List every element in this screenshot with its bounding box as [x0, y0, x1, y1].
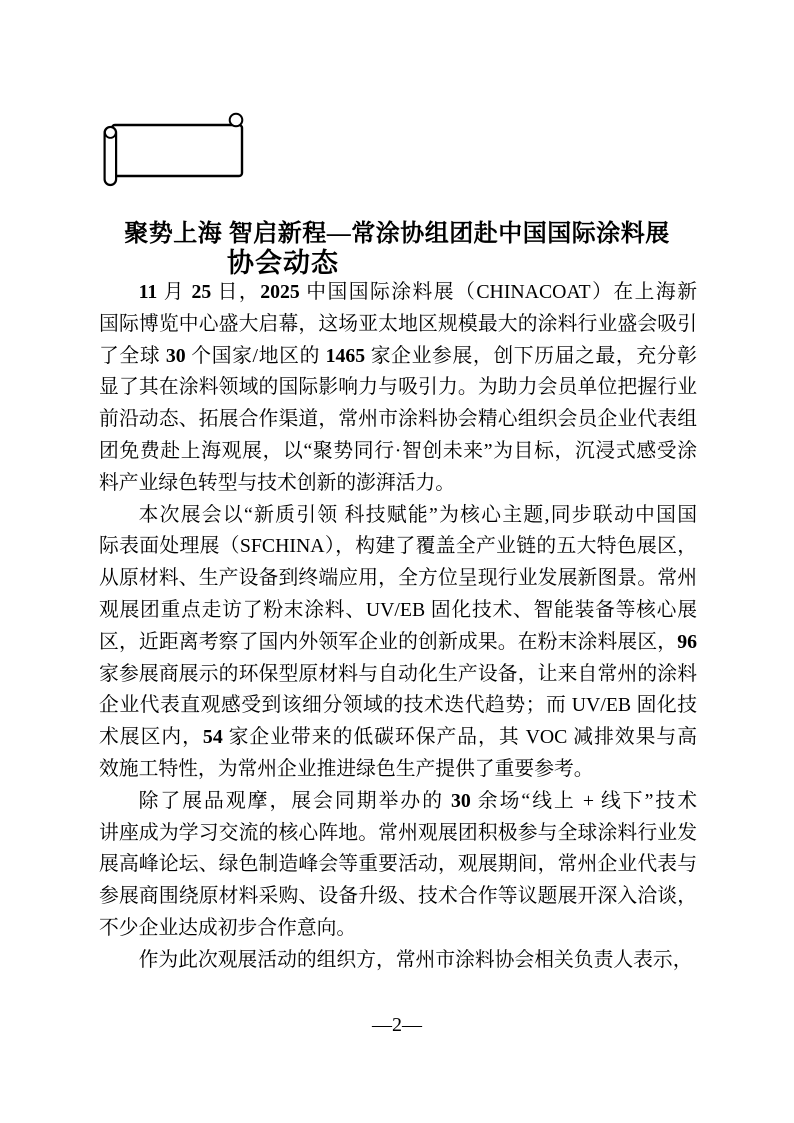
text-line: 讲座成为学习交流的核心阵地。常州观展团积极参与全球涂料行业发 [99, 821, 697, 844]
text-line: 料产业绿色转型与技术创新的澎湃活力。 [99, 471, 456, 494]
section-banner [102, 109, 339, 278]
page-title: 聚势上海 智启新程—常涂协组团赴中国国际涂料展 [124, 221, 670, 247]
banner-label: 协会动态 [227, 247, 339, 278]
text-line: 效施工特性，为常州企业推进绿色生产提供了重要参考。 [99, 757, 594, 780]
text-line: 本次展会以“新质引领 科技赋能”为核心主题,同步联动中国国 [138, 503, 697, 526]
text-line: 家参展商展示的环保型原材料与自动化生产设备，让来自常州的涂料 [99, 662, 697, 685]
text-line: 前沿动态、拓展合作渠道，常州市涂料协会精心组织会员企业代表组 [99, 408, 697, 431]
scroll-shape-icon [102, 109, 252, 193]
text-line: 展高峰论坛、绿色制造峰会等重要活动，观展期间，常州企业代表与 [99, 853, 697, 876]
text-line: 除了展品观摩，展会同期举办的 30 余场“线上 + 线下”技术 [138, 789, 697, 812]
text-line: 术展区内，54 家企业带来的低碳环保产品，其 VOC 减排效果与高 [99, 726, 697, 749]
paragraph [99, 786, 697, 945]
paragraph [99, 277, 697, 500]
paragraph [99, 945, 697, 977]
article-body [99, 277, 697, 977]
text-line: 11 月 25 日，2025 中国国际涂料展（CHINACOAT）在上海新 [138, 281, 697, 303]
text-line: 不少企业达成初步合作意向。 [99, 916, 357, 939]
text-line: 团免费赴上海观展，以“聚势同行·智创未来”为目标，沉浸式感受涂 [99, 439, 697, 462]
text-line: 参展商围绕原材料采购、设备升级、技术合作等议题展开深入洽谈， [99, 885, 697, 908]
text-line: 了全球 30 个国家/地区的 1465 家企业参展，创下历届之最，充分彰 [99, 344, 697, 367]
text-line: 作为此次观展活动的组织方，常州市涂料协会相关负责人表示， [138, 948, 693, 971]
text-line: 国际博览中心盛大启幕，这场亚太地区规模最大的涂料行业盛会吸引 [99, 312, 697, 335]
text-line: 显了其在涂料领域的国际影响力与吸引力。为助力会员单位把握行业 [99, 376, 697, 399]
text-line: 区，近距离考察了国内外领军企业的创新成果。在粉末涂料展区，96 [99, 630, 697, 653]
text-line: 从原材料、生产设备到终端应用，全方位呈现行业发展新图景。常州 [99, 567, 697, 590]
page-number: —2— [372, 1014, 422, 1036]
text-line: 观展团重点走访了粉末涂料、UV/EB 固化技术、智能装备等核心展 [99, 598, 697, 621]
text-line: 企业代表直观感受到该细分领域的技术迭代趋势；而 UV/EB 固化技 [99, 694, 697, 717]
paragraph [99, 500, 697, 786]
text-line: 际表面处理展（SFCHINA），构建了覆盖全产业链的五大特色展区， [99, 535, 697, 558]
